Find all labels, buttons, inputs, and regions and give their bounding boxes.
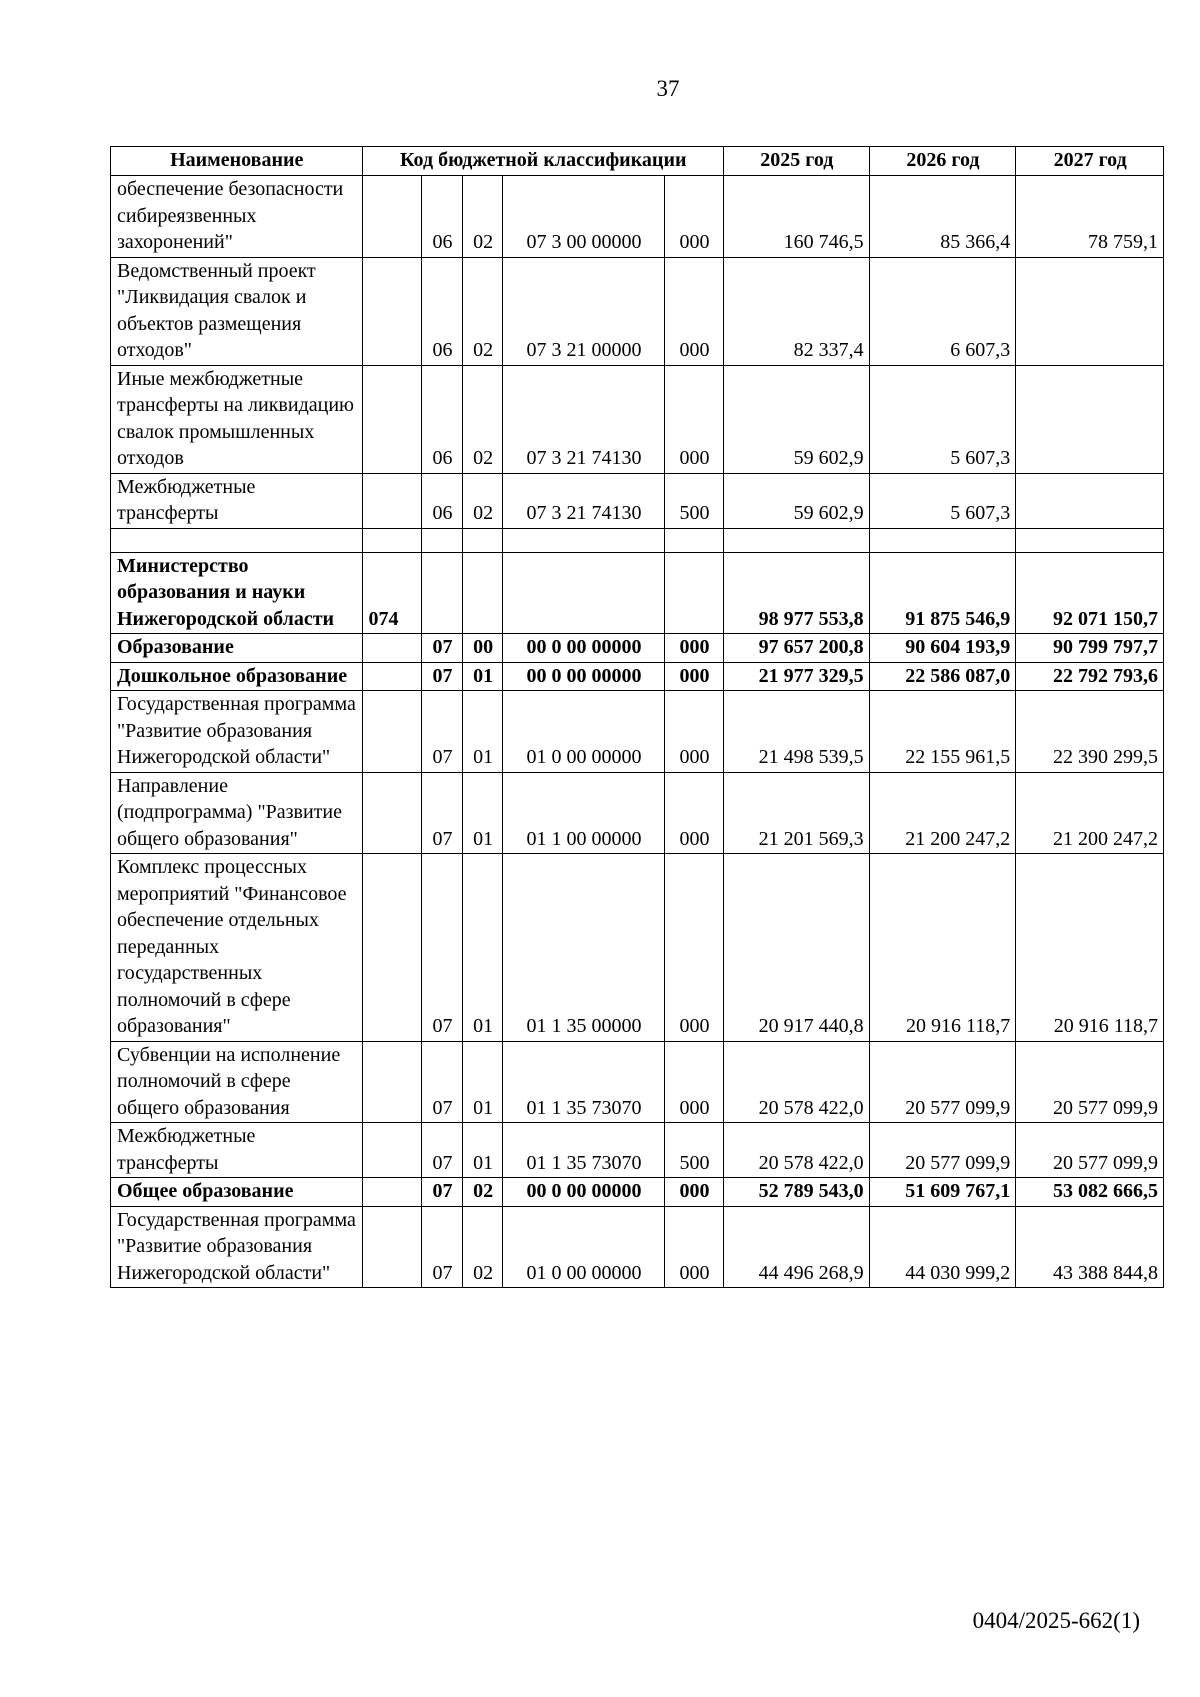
blank-cell (1016, 528, 1164, 552)
row-subsection: 02 (463, 176, 503, 258)
row-expense-type: 000 (664, 1041, 723, 1123)
row-admin-code (362, 854, 421, 1042)
row-2026: 91 875 546,9 (869, 552, 1016, 634)
row-subsection: 01 (463, 691, 503, 773)
row-section: 06 (421, 473, 463, 528)
row-2025: 21 201 569,3 (724, 772, 870, 854)
row-admin-code (362, 257, 421, 365)
table-row (111, 772, 1164, 854)
row-target-code: 07 3 00 00000 (503, 176, 665, 258)
row-section: 07 (421, 691, 463, 773)
blank-cell (463, 528, 503, 552)
blank-cell (362, 528, 421, 552)
row-2027: 22 390 299,5 (1016, 691, 1164, 773)
row-section: 06 (421, 257, 463, 365)
row-2027: 20 577 099,9 (1016, 1041, 1164, 1123)
row-admin-code (362, 772, 421, 854)
row-2027: 43 388 844,8 (1016, 1206, 1164, 1288)
row-target-code: 01 1 00 00000 (503, 772, 665, 854)
row-target-code: 00 0 00 00000 (503, 634, 665, 663)
row-section: 06 (421, 176, 463, 258)
row-name: Иные межбюджетные трансферты на ликвидацию свалок промышленных отходов (111, 365, 363, 473)
row-subsection: 01 (463, 662, 503, 691)
row-2026: 5 607,3 (869, 473, 1016, 528)
row-subsection: 01 (463, 1041, 503, 1123)
row-section: 07 (421, 854, 463, 1042)
row-section: 07 (421, 1041, 463, 1123)
row-admin-code (362, 1041, 421, 1123)
row-expense-type: 000 (664, 772, 723, 854)
page-number: 37 (656, 76, 680, 101)
header-2027: 2027 год (1016, 147, 1164, 176)
row-2026: 5 607,3 (869, 365, 1016, 473)
row-name: Направление (подпрограмма) "Развитие общего образования" (111, 772, 363, 854)
header-2026: 2026 год (869, 147, 1016, 176)
row-target-code: 01 1 35 00000 (503, 854, 665, 1042)
row-2027 (1016, 257, 1164, 365)
row-subsection: 01 (463, 854, 503, 1042)
row-subsection: 02 (463, 365, 503, 473)
row-target-code: 01 1 35 73070 (503, 1123, 665, 1178)
row-name: обеспечение безопасности сибиреязвенных захоронений" (111, 176, 363, 258)
row-name: Комплекс процессных мероприятий "Финансовое обеспечение отдельных переданных государственных полномочий в сфере образования" (111, 854, 363, 1042)
row-2025: 44 496 268,9 (724, 1206, 870, 1288)
row-2026: 44 030 999,2 (869, 1206, 1016, 1288)
table-header-row (111, 147, 1164, 176)
row-subsection: 01 (463, 772, 503, 854)
row-2025: 97 657 200,8 (724, 634, 870, 663)
row-2025: 52 789 543,0 (724, 1178, 870, 1207)
row-admin-code (362, 473, 421, 528)
row-expense-type: 000 (664, 257, 723, 365)
row-section (421, 552, 463, 634)
document-registration-code: 0404/2025-662(1) (972, 1608, 1140, 1633)
table-row (111, 691, 1164, 773)
row-admin-code (362, 1206, 421, 1288)
row-subsection: 00 (463, 634, 503, 663)
row-2027 (1016, 365, 1164, 473)
row-expense-type: 000 (664, 1206, 723, 1288)
row-2025: 20 578 422,0 (724, 1123, 870, 1178)
row-2026: 22 155 961,5 (869, 691, 1016, 773)
table-row (111, 854, 1164, 1042)
row-expense-type: 500 (664, 1123, 723, 1178)
row-2027: 92 071 150,7 (1016, 552, 1164, 634)
row-2025: 98 977 553,8 (724, 552, 870, 634)
row-2026: 6 607,3 (869, 257, 1016, 365)
row-section: 06 (421, 365, 463, 473)
row-2027: 20 916 118,7 (1016, 854, 1164, 1042)
row-name: Субвенции на исполнение полномочий в сфере общего образования (111, 1041, 363, 1123)
table-row (111, 634, 1164, 663)
table-row (111, 1178, 1164, 1207)
row-2026: 20 577 099,9 (869, 1041, 1016, 1123)
row-name: Ведомственный проект "Ликвидация свалок и объектов размещения отходов" (111, 257, 363, 365)
row-name: Дошкольное образование (111, 662, 363, 691)
row-section: 07 (421, 1123, 463, 1178)
row-name: Межбюджетные трансферты (111, 473, 363, 528)
row-target-code: 00 0 00 00000 (503, 1178, 665, 1207)
row-admin-code (362, 365, 421, 473)
row-section: 07 (421, 634, 463, 663)
row-admin-code (362, 176, 421, 258)
row-name: Государственная программа "Развитие образования Нижегородской области" (111, 1206, 363, 1288)
blank-cell (421, 528, 463, 552)
row-2027 (1016, 473, 1164, 528)
row-target-code: 01 0 00 00000 (503, 691, 665, 773)
row-admin-code (362, 634, 421, 663)
row-2025: 21 498 539,5 (724, 691, 870, 773)
blank-cell (503, 528, 665, 552)
table-row (111, 257, 1164, 365)
row-expense-type: 000 (664, 1178, 723, 1207)
blank-cell (664, 528, 723, 552)
row-subsection: 01 (463, 1123, 503, 1178)
header-2025: 2025 год (724, 147, 870, 176)
blank-cell (869, 528, 1016, 552)
table-row (111, 176, 1164, 258)
row-2027: 21 200 247,2 (1016, 772, 1164, 854)
row-name: Министерство образования и науки Нижегородской области (111, 552, 363, 634)
row-target-code (503, 552, 665, 634)
row-target-code: 01 1 35 73070 (503, 1041, 665, 1123)
row-subsection: 02 (463, 1206, 503, 1288)
table-row (111, 365, 1164, 473)
blank-cell (111, 528, 363, 552)
row-section: 07 (421, 772, 463, 854)
row-expense-type: 500 (664, 473, 723, 528)
row-2025: 21 977 329,5 (724, 662, 870, 691)
row-expense-type: 000 (664, 634, 723, 663)
table-row (111, 1123, 1164, 1178)
row-section: 07 (421, 1178, 463, 1207)
row-expense-type (664, 552, 723, 634)
table-row (111, 473, 1164, 528)
row-subsection: 02 (463, 257, 503, 365)
row-2026: 90 604 193,9 (869, 634, 1016, 663)
row-2025: 20 578 422,0 (724, 1041, 870, 1123)
row-2025: 20 917 440,8 (724, 854, 870, 1042)
row-target-code: 00 0 00 00000 (503, 662, 665, 691)
row-admin-code (362, 691, 421, 773)
row-subsection: 02 (463, 1178, 503, 1207)
header-name: Наименование (111, 147, 363, 176)
row-expense-type: 000 (664, 662, 723, 691)
row-2027: 78 759,1 (1016, 176, 1164, 258)
row-name: Государственная программа "Развитие образования Нижегородской области" (111, 691, 363, 773)
row-2026: 85 366,4 (869, 176, 1016, 258)
row-expense-type: 000 (664, 854, 723, 1042)
row-2027: 22 792 793,6 (1016, 662, 1164, 691)
row-2026: 20 577 099,9 (869, 1123, 1016, 1178)
row-2025: 59 602,9 (724, 365, 870, 473)
row-2026: 51 609 767,1 (869, 1178, 1016, 1207)
row-target-code: 07 3 21 74130 (503, 365, 665, 473)
row-target-code: 07 3 21 74130 (503, 473, 665, 528)
row-name: Общее образование (111, 1178, 363, 1207)
row-2026: 21 200 247,2 (869, 772, 1016, 854)
row-2026: 20 916 118,7 (869, 854, 1016, 1042)
row-admin-code (362, 1123, 421, 1178)
table-row (111, 1041, 1164, 1123)
row-2027: 90 799 797,7 (1016, 634, 1164, 663)
blank-row (111, 528, 1164, 552)
blank-cell (724, 528, 870, 552)
row-2025: 59 602,9 (724, 473, 870, 528)
row-section: 07 (421, 1206, 463, 1288)
row-section: 07 (421, 662, 463, 691)
row-name: Образование (111, 634, 363, 663)
row-admin-code: 074 (362, 552, 421, 634)
row-2027: 20 577 099,9 (1016, 1123, 1164, 1178)
row-admin-code (362, 662, 421, 691)
table-row (111, 552, 1164, 634)
row-expense-type: 000 (664, 365, 723, 473)
row-expense-type: 000 (664, 176, 723, 258)
row-subsection (463, 552, 503, 634)
header-code: Код бюджетной классификации (362, 147, 724, 176)
row-2026: 22 586 087,0 (869, 662, 1016, 691)
row-expense-type: 000 (664, 691, 723, 773)
row-target-code: 01 0 00 00000 (503, 1206, 665, 1288)
row-subsection: 02 (463, 473, 503, 528)
row-2025: 82 337,4 (724, 257, 870, 365)
table-row (111, 662, 1164, 691)
row-admin-code (362, 1178, 421, 1207)
budget-table (110, 146, 1164, 1288)
row-name: Межбюджетные трансферты (111, 1123, 363, 1178)
row-2027: 53 082 666,5 (1016, 1178, 1164, 1207)
table-row (111, 1206, 1164, 1288)
row-2025: 160 746,5 (724, 176, 870, 258)
row-target-code: 07 3 21 00000 (503, 257, 665, 365)
